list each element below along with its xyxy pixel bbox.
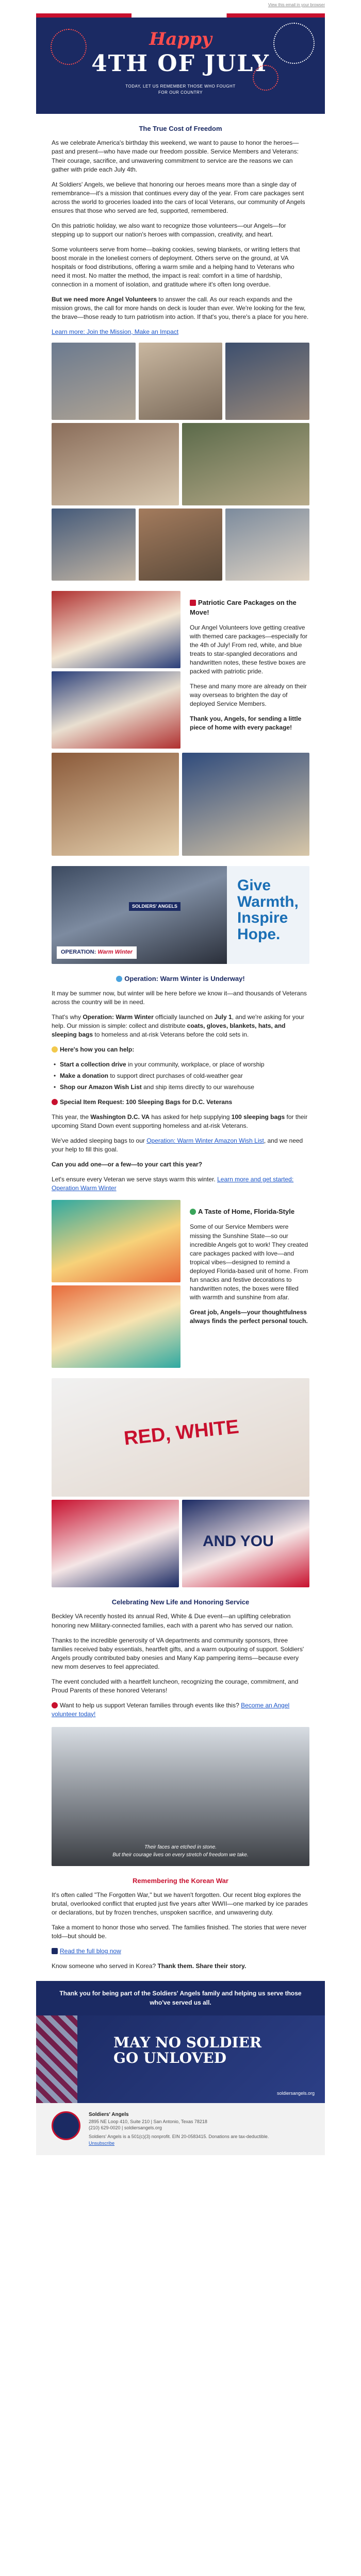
paragraph: Can you add one—or a few—to your cart this year? bbox=[52, 1160, 203, 1168]
soldiers-angels-sign: SOLDIERS' ANGELS bbox=[129, 902, 180, 911]
content bbox=[36, 124, 325, 1971]
operation-label: OPERATION: Warm Winter bbox=[57, 946, 137, 959]
section-title: Celebrating New Life and Honoring Service bbox=[111, 1598, 250, 1606]
volunteer-photo bbox=[225, 509, 309, 581]
paragraph: The event concluded with a heartfelt luncheon, recognizing the courage, commitment, and Proud Parents of these honored Veterans! bbox=[52, 1677, 299, 1694]
photo-collage bbox=[52, 423, 309, 505]
paragraph: We've added sleeping bags to our Operation: Warm Winter Amazon Wish List, and we need your help to fill this goal. bbox=[52, 1137, 303, 1153]
view-in-browser-link[interactable]: View this email in your browser bbox=[268, 3, 325, 7]
warm-winter-photo bbox=[52, 866, 227, 964]
paragraph: Great job, Angels—your thoughtfulness always finds the perfect personal touch. bbox=[190, 1308, 308, 1325]
top-bar bbox=[0, 0, 361, 13]
paragraph bbox=[52, 328, 309, 336]
florida-photos bbox=[52, 1200, 180, 1368]
footer-text bbox=[89, 2111, 269, 2147]
care-package-photo bbox=[182, 753, 309, 856]
firework-icon bbox=[51, 29, 87, 65]
event-sign: AND YOU bbox=[203, 1533, 274, 1550]
list-item: • Make a donation to support direct purchases of cold-weather gear bbox=[52, 1072, 309, 1080]
event-photo bbox=[182, 1500, 309, 1587]
care-package-photos bbox=[52, 591, 180, 749]
gift-icon bbox=[190, 600, 196, 606]
special-request-heading: Special Item Request: 100 Sleeping Bags for D.C. Veterans bbox=[52, 1098, 309, 1107]
florida-package-photo bbox=[52, 1285, 180, 1368]
banner-headline: MAY NO SOLDIER GO UNLOVED bbox=[113, 2033, 262, 2067]
korean-war-memorial-photo bbox=[52, 1727, 309, 1866]
photo-collage bbox=[52, 1500, 309, 1587]
event-photo bbox=[52, 1500, 179, 1587]
firework-icon bbox=[253, 65, 278, 91]
hero-happy: Happy bbox=[149, 29, 212, 49]
paragraph: Our Angel Volunteers love getting creative with themed care packages—especially for the 4th of July! From red, white, and blue treats to star-spangled decorations and handwritten notes, these festive boxes are packed with patriotic pride. bbox=[190, 623, 308, 675]
footer-org: Soldiers' Angels bbox=[89, 2111, 129, 2117]
section-title: A Taste of Home, Florida-Style bbox=[190, 1207, 309, 1216]
photo-collage bbox=[52, 753, 309, 856]
care-package-photo bbox=[52, 591, 180, 668]
become-angel-link[interactable]: Become an Angel volunteer today! bbox=[52, 1701, 290, 1718]
list-item: • Shop our Amazon Wish List and ship items directly to our warehouse bbox=[52, 1083, 309, 1092]
paragraph: But we need more Angel Volunteers to answer the call. As our reach expands and the mission grows, the call for more hands on deck is louder than ever. We're looking for the few, the brave—those ready to turn patriotism into action. If that's you, there's a place for you here. bbox=[52, 295, 309, 320]
paragraph: Some volunteers serve from home—baking cookies, sewing blankets, or writing letters that boost morale in the loneliest corners of deployment. Others serve on the ground, at VA hospitals or food distributions, offering a warm smile and a helping hand to Veterans who need it most. No matter the method, the impact is real: comfort in a time of hardship, connection in a moment of isolation, and gratitude where it's often long overdue. bbox=[52, 245, 300, 288]
flag-ribbon bbox=[36, 13, 325, 18]
paragraph: This year, the Washington D.C. VA has asked for help supplying 100 sleeping bags for their upcoming Stand Down event supporting homeless and at-risk Veterans. bbox=[52, 1113, 308, 1129]
firework-icon bbox=[273, 23, 315, 64]
paragraph: These and many more are already on their way overseas to brighten the day of deployed Service Members. bbox=[190, 683, 307, 708]
warm-winter-banner bbox=[52, 866, 309, 964]
email-column bbox=[36, 13, 325, 2155]
paragraph bbox=[52, 1947, 309, 1956]
volunteer-photo bbox=[225, 343, 309, 420]
paragraph: It may be summer now, but winter will be here before we know it—and thousands of Veterans across the country will be in need. bbox=[52, 989, 307, 1006]
volunteer-photo bbox=[139, 343, 223, 420]
florida-text bbox=[190, 1200, 309, 1368]
section-title: Patriotic Care Packages on the Move! bbox=[190, 599, 297, 616]
join-mission-link[interactable]: Learn more: Join the Mission, Make an Impact bbox=[52, 328, 179, 336]
paragraph: Beckley VA recently hosted its annual Red, White & Due event—an uplifting celebration honoring new Military-connected families, each with a parent who has served our nation. bbox=[52, 1613, 293, 1629]
palm-tree-icon bbox=[190, 1209, 196, 1215]
read-blog-link[interactable]: Read the full blog now bbox=[60, 1947, 121, 1955]
paragraph: It's often called "The Forgotten War," but we haven't forgotten. Our recent blog explores the brutal, overlooked conflict that erupted just five years after WWII—one marked by ice parades or declarations, but by frozen trenches, unspoken sacrifice, and unwavering duty. bbox=[52, 1891, 308, 1917]
heart-icon bbox=[52, 1702, 58, 1708]
event-photo bbox=[52, 1378, 309, 1497]
volunteer-photo bbox=[52, 343, 136, 420]
paragraph: Know someone who served in Korea? Thank them. Share their story. bbox=[52, 1962, 247, 1970]
snowflake-icon bbox=[116, 976, 122, 982]
hand-icon bbox=[52, 1046, 58, 1053]
volunteer-photo bbox=[139, 509, 223, 581]
paragraph: That's why Operation: Warm Winter officially launched on July 1, and we're asking for your help. Our mission is simple: collect and distribute coats, gloves, blankets, hats, and sleeping bags to homeless and at-risk Veterans before the cold sets in. bbox=[52, 1013, 305, 1038]
unsubscribe-link[interactable]: Unsubscribe bbox=[89, 2141, 115, 2146]
section-title: The True Cost of Freedom bbox=[139, 125, 222, 132]
book-icon bbox=[52, 1948, 58, 1954]
photo-collage bbox=[52, 509, 309, 581]
list-item: • Start a collection drive in your community, workplace, or place of worship bbox=[52, 1060, 309, 1069]
section-title: Remembering the Korean War bbox=[133, 1876, 228, 1885]
footer-copy: Soldiers' Angels is a 501(c)(3) nonprofit. EIN 20-0583415. Donations are tax-deductible. bbox=[89, 2134, 269, 2140]
paragraph: As we celebrate America's birthday this weekend, we want to pause to honor the heroes—past and present—who have made our freedom possible. Service Members and Veterans: Their courage, sacrifice, and unwavering commitment to service are the reasons we can gather with pride each July 4th. bbox=[52, 139, 299, 173]
volunteer-photo bbox=[182, 423, 309, 505]
paragraph: On this patriotic holiday, we also want to recognize those volunteers—our Angels—for stepping up to support our nation's heroes with compassion, creativity, and heart. bbox=[52, 222, 286, 238]
event-sign: RED, WHITE bbox=[123, 1416, 240, 1450]
paragraph: Want to help us support Veteran families through events like this? Become an Angel volunteer today! bbox=[52, 1701, 290, 1718]
care-package-photo bbox=[52, 671, 180, 749]
footer bbox=[36, 2103, 325, 2155]
hero-title: 4TH OF JULY bbox=[91, 50, 270, 77]
volunteer-photo bbox=[52, 423, 179, 505]
pin-icon bbox=[52, 1099, 58, 1105]
banner-url: soldiersangels.org bbox=[276, 2090, 315, 2096]
florida-package-photo bbox=[52, 1200, 180, 1282]
soldiers-angels-logo bbox=[52, 2111, 80, 2140]
florida-section bbox=[52, 1200, 309, 1368]
volunteer-photo bbox=[52, 509, 136, 581]
memorial-caption: Their faces are etched in stone. But their courage lives on every stretch of freedom we take. bbox=[112, 1844, 249, 1858]
care-package-section bbox=[52, 591, 309, 749]
help-heading: Here's how you can help: bbox=[52, 1045, 309, 1054]
help-list bbox=[52, 1060, 309, 1092]
banner-stars bbox=[36, 2015, 77, 2103]
paragraph: Take a moment to honor those who served. The families finished. The stories that were never told—but should be. bbox=[52, 1924, 307, 1940]
care-package-photo bbox=[52, 753, 179, 856]
thanks-banner: Thank you for being part of the Soldiers' Angels family and helping us serve those who've served us all. bbox=[36, 1981, 325, 2015]
footer-address: 2895 NE Loop 410, Suite 210 | San Antonio, Texas 78218 bbox=[89, 2119, 207, 2124]
footer-phone: (210) 629-0020 | soldiersangels.org bbox=[89, 2125, 162, 2131]
paragraph: At Soldiers' Angels, we believe that honoring our heroes means more than a single day of remembrance—it's a mission that continues every day of the year. From care packages sent across the world to groceries loaded into the cars of local Veterans, our community of Angels ensures that those who served are fed, supported, remembered. bbox=[52, 180, 305, 214]
bottom-banner bbox=[36, 2015, 325, 2103]
amazon-wishlist-link[interactable]: Operation: Warm Winter Amazon Wish List bbox=[146, 1137, 264, 1144]
paragraph: Thank you, Angels, for sending a little piece of home with every package! bbox=[190, 715, 302, 732]
warm-winter-tagline: Give Warmth, Inspire Hope. bbox=[227, 866, 309, 964]
hero-subtitle: TODAY, LET US REMEMBER THOSE WHO FOUGHT FOR OUR COUNTRY bbox=[125, 84, 236, 95]
paragraph: Some of our Service Members were missing the Sunshine State—so our incredible Angels got to work! They created care packages packed with love—and tropical vibes—designed to remind a deployed Florida-based unit of home. From fun snacks and festive decorations to handwritten notes, the boxes were filled with warmth and sunshine from afar. bbox=[190, 1223, 308, 1301]
section-title: Operation: Warm Winter is Underway! bbox=[52, 974, 309, 984]
warm-winter-link[interactable]: Learn more and get started: Operation Warm Winter bbox=[52, 1175, 294, 1192]
care-package-text bbox=[190, 591, 309, 749]
paragraph: Let's ensure every Veteran we serve stays warm this winter. Learn more and get started: Operation Warm Winter bbox=[52, 1175, 294, 1192]
hero-banner bbox=[36, 13, 325, 114]
paragraph: Thanks to the incredible generosity of VA departments and community sponsors, three families received baby essentials, heartfelt gifts, and a warm outpouring of support. Soldiers' Angels proudly contributed baby onesies and Many Kap pampering items—because every new mom deserves to feel appreciated. bbox=[52, 1636, 304, 1670]
photo-collage bbox=[52, 343, 309, 420]
